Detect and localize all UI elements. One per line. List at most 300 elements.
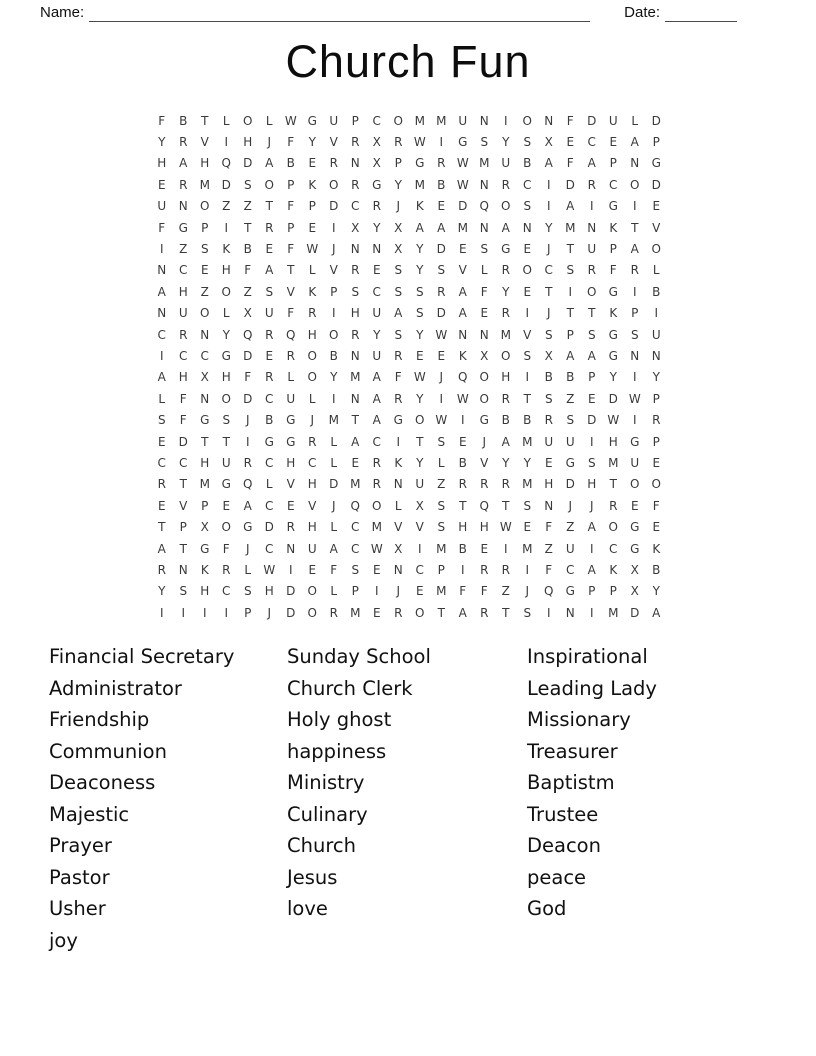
grid-letter: I: [439, 135, 444, 150]
grid-letter: L: [437, 455, 445, 470]
grid-letter: Z: [243, 284, 252, 299]
grid-letter: R: [501, 177, 510, 192]
grid-letter: N: [479, 177, 489, 192]
grid-letter: B: [523, 413, 532, 428]
grid-letter: C: [566, 562, 575, 577]
grid-letter: G: [264, 434, 274, 449]
grid-letter: U: [264, 306, 274, 321]
grid-letter: P: [244, 605, 252, 620]
grid-letter: L: [265, 477, 273, 492]
grid-letter: L: [480, 263, 488, 278]
grid-letter: I: [181, 605, 186, 620]
grid-letter: G: [630, 541, 640, 556]
grid-letter: F: [287, 199, 295, 214]
word-list-column: [527, 641, 767, 956]
grid-letter: I: [654, 306, 659, 321]
grid-letter: C: [544, 263, 553, 278]
grid-letter: A: [587, 520, 596, 535]
grid-letter: R: [437, 284, 446, 299]
grid-letter: M: [608, 605, 619, 620]
grid-letter: R: [179, 177, 188, 192]
grid-letter: Y: [158, 584, 166, 599]
grid-letter: H: [458, 520, 468, 535]
grid-letter: R: [587, 263, 596, 278]
grid-letter: Y: [652, 584, 660, 599]
grid-letter: R: [157, 477, 166, 492]
grid-letter: N: [630, 348, 640, 363]
grid-letter: W: [456, 391, 469, 406]
grid-letter: W: [628, 391, 641, 406]
grid-letter: H: [200, 156, 210, 171]
grid-letter: F: [480, 284, 488, 299]
grid-letter: R: [265, 327, 274, 342]
grid-letter: R: [394, 348, 403, 363]
grid-letter: A: [372, 413, 381, 428]
grid-letter: A: [372, 391, 381, 406]
grid-letter: O: [221, 284, 231, 299]
grid-letter: X: [394, 242, 403, 257]
grid-row: [151, 495, 667, 516]
grid-letter: A: [157, 284, 166, 299]
grid-letter: O: [415, 605, 425, 620]
grid-letter: D: [436, 242, 446, 257]
grid-letter: V: [652, 220, 661, 235]
grid-letter: Y: [652, 370, 660, 385]
word-item: happiness: [287, 739, 387, 763]
grid-letter: F: [330, 562, 338, 577]
grid-letter: F: [609, 263, 617, 278]
grid-letter: O: [415, 413, 425, 428]
grid-letter: R: [501, 263, 510, 278]
grid-letter: I: [288, 562, 293, 577]
grid-letter: R: [179, 135, 188, 150]
grid-letter: S: [480, 135, 489, 150]
grid-letter: R: [501, 306, 510, 321]
grid-letter: P: [201, 220, 209, 235]
grid-letter: L: [287, 370, 295, 385]
grid-letter: T: [588, 306, 596, 321]
grid-letter: N: [630, 156, 640, 171]
grid-letter: M: [350, 370, 361, 385]
grid-letter: R: [351, 177, 360, 192]
grid-row: [151, 110, 667, 131]
grid-letter: S: [630, 327, 639, 342]
grid-letter: D: [243, 156, 253, 171]
grid-letter: E: [157, 177, 166, 192]
word-item: Pastor: [49, 865, 110, 889]
word-item: Leading Lady: [527, 676, 657, 700]
grid-letter: G: [393, 413, 403, 428]
grid-letter: J: [245, 413, 250, 428]
grid-letter: J: [267, 605, 272, 620]
grid-letter: C: [587, 135, 596, 150]
grid-letter: M: [565, 220, 576, 235]
grid-letter: E: [652, 455, 661, 470]
grid-letter: Q: [544, 584, 554, 599]
grid-letter: E: [437, 199, 446, 214]
word-search-grid: [151, 110, 667, 623]
grid-letter: S: [587, 327, 596, 342]
grid-letter: B: [458, 455, 467, 470]
grid-letter: W: [370, 541, 383, 556]
grid-letter: V: [458, 263, 467, 278]
grid-letter: A: [157, 370, 166, 385]
grid-letter: E: [523, 242, 532, 257]
grid-letter: E: [458, 434, 467, 449]
grid-letter: E: [308, 562, 317, 577]
grid-letter: S: [200, 242, 209, 257]
grid-letter: W: [435, 413, 448, 428]
word-item: God: [527, 897, 567, 920]
grid-letter: O: [479, 370, 489, 385]
grid-letter: O: [522, 263, 532, 278]
grid-letter: Y: [609, 370, 617, 385]
grid-letter: I: [546, 605, 551, 620]
grid-letter: S: [523, 605, 532, 620]
grid-letter: R: [544, 413, 553, 428]
grid-letter: X: [200, 520, 209, 535]
grid-letter: E: [222, 498, 231, 513]
grid-letter: N: [458, 327, 468, 342]
grid-letter: I: [439, 391, 444, 406]
grid-letter: P: [437, 562, 445, 577]
grid-letter: H: [479, 520, 489, 535]
grid-letter: E: [523, 284, 532, 299]
grid-row: [151, 431, 667, 452]
grid-row: [151, 260, 667, 281]
grid-letter: L: [308, 391, 316, 406]
word-item: Missionary: [527, 708, 631, 731]
grid-letter: C: [222, 584, 231, 599]
grid-letter: L: [394, 498, 402, 513]
grid-letter: C: [415, 562, 424, 577]
grid-letter: R: [630, 263, 639, 278]
grid-letter: V: [179, 498, 188, 513]
word-item: Financial Secretary: [49, 645, 235, 668]
grid-letter: E: [286, 498, 295, 513]
grid-letter: T: [566, 306, 574, 321]
grid-letter: M: [457, 220, 468, 235]
grid-letter: S: [394, 284, 403, 299]
grid-letter: P: [394, 156, 402, 171]
grid-letter: I: [632, 370, 637, 385]
grid-letter: E: [609, 135, 618, 150]
grid-letter: H: [350, 306, 360, 321]
grid-letter: A: [587, 562, 596, 577]
grid-letter: C: [265, 541, 274, 556]
grid-letter: I: [396, 434, 401, 449]
grid-letter: F: [287, 135, 295, 150]
grid-letter: S: [394, 263, 403, 278]
grid-letter: E: [372, 562, 381, 577]
grid-letter: Z: [437, 477, 446, 492]
grid-letter: G: [286, 434, 296, 449]
grid-letter: Y: [416, 263, 424, 278]
grid-letter: Q: [286, 327, 296, 342]
grid-letter: N: [157, 263, 167, 278]
grid-letter: R: [480, 562, 489, 577]
grid-letter: Y: [373, 220, 381, 235]
grid-letter: P: [609, 584, 617, 599]
grid-letter: G: [608, 348, 618, 363]
grid-letter: E: [308, 156, 317, 171]
grid-letter: L: [330, 455, 338, 470]
grid-letter: H: [200, 584, 210, 599]
grid-letter: I: [589, 541, 594, 556]
grid-letter: N: [178, 562, 188, 577]
word-item: Prayer: [49, 834, 112, 857]
grid-letter: R: [394, 391, 403, 406]
grid-letter: D: [565, 177, 575, 192]
grid-letter: Q: [243, 327, 253, 342]
grid-letter: C: [609, 541, 618, 556]
word-item: Church: [287, 834, 357, 857]
grid-letter: A: [329, 541, 338, 556]
grid-letter: K: [652, 541, 661, 556]
grid-letter: G: [243, 520, 253, 535]
grid-letter: U: [458, 113, 468, 128]
grid-letter: O: [393, 113, 403, 128]
grid-letter: M: [199, 477, 210, 492]
grid-row: [151, 538, 667, 559]
grid-letter: R: [329, 156, 338, 171]
grid-letter: V: [286, 284, 295, 299]
grid-letter: W: [607, 413, 620, 428]
grid-letter: H: [200, 455, 210, 470]
grid-letter: T: [351, 413, 359, 428]
grid-letter: J: [568, 498, 573, 513]
grid-letter: N: [651, 348, 661, 363]
grid-letter: M: [436, 113, 447, 128]
grid-letter: C: [372, 434, 381, 449]
grid-letter: B: [179, 113, 188, 128]
grid-letter: Y: [308, 135, 316, 150]
grid-letter: I: [589, 605, 594, 620]
grid-letter: G: [565, 455, 575, 470]
grid-letter: E: [157, 498, 166, 513]
grid-letter: U: [587, 242, 597, 257]
word-item: Church Clerk: [287, 676, 413, 700]
grid-letter: H: [608, 434, 618, 449]
grid-letter: Z: [566, 520, 575, 535]
grid-letter: L: [330, 520, 338, 535]
grid-letter: T: [222, 434, 230, 449]
grid-letter: U: [157, 199, 167, 214]
grid-letter: L: [265, 113, 273, 128]
grid-letter: G: [608, 284, 618, 299]
grid-letter: U: [415, 477, 425, 492]
word-item: Inspirational: [527, 645, 648, 668]
grid-letter: X: [544, 135, 553, 150]
grid-letter: A: [566, 199, 575, 214]
grid-letter: U: [178, 306, 188, 321]
grid-letter: O: [243, 113, 253, 128]
grid-letter: E: [265, 348, 274, 363]
grid-row: [151, 559, 667, 580]
grid-letter: K: [609, 306, 618, 321]
word-item: Majestic: [49, 802, 130, 826]
grid-letter: F: [158, 113, 166, 128]
grid-letter: X: [394, 220, 403, 235]
grid-letter: R: [286, 348, 295, 363]
grid-letter: E: [652, 520, 661, 535]
name-label: Name:: [40, 4, 85, 21]
grid-letter: K: [308, 177, 317, 192]
grid-letter: E: [652, 199, 661, 214]
grid-letter: E: [587, 391, 596, 406]
grid-letter: Q: [458, 370, 468, 385]
word-item: Culinary: [287, 802, 368, 826]
grid-letter: Y: [373, 327, 381, 342]
grid-letter: C: [308, 455, 317, 470]
grid-letter: A: [458, 284, 467, 299]
grid-letter: N: [544, 498, 554, 513]
grid-letter: J: [331, 498, 336, 513]
grid-letter: A: [587, 156, 596, 171]
grid-letter: C: [157, 455, 166, 470]
grid-letter: Y: [502, 135, 510, 150]
word-item: Baptistm: [527, 771, 615, 794]
grid-letter: Z: [566, 391, 575, 406]
grid-letter: M: [479, 156, 490, 171]
word-item: Deacon: [527, 834, 601, 857]
grid-letter: B: [566, 370, 575, 385]
grid-letter: Z: [501, 584, 510, 599]
grid-letter: S: [437, 434, 446, 449]
grid-letter: K: [458, 348, 467, 363]
grid-letter: A: [437, 220, 446, 235]
grid-letter: I: [632, 413, 637, 428]
grid-letter: H: [587, 477, 597, 492]
grid-letter: J: [267, 135, 272, 150]
grid-letter: S: [587, 455, 596, 470]
grid-letter: M: [522, 434, 533, 449]
grid-letter: Y: [502, 284, 510, 299]
grid-letter: I: [460, 562, 465, 577]
grid-letter: S: [437, 263, 446, 278]
grid-letter: C: [265, 498, 274, 513]
grid-letter: L: [222, 113, 230, 128]
grid-letter: D: [221, 177, 231, 192]
grid-letter: R: [372, 199, 381, 214]
grid-letter: A: [630, 242, 639, 257]
grid-letter: N: [565, 605, 575, 620]
grid-letter: R: [652, 413, 661, 428]
grid-letter: K: [200, 562, 209, 577]
grid-letter: T: [201, 113, 209, 128]
grid-row: [151, 367, 667, 388]
grid-letter: I: [525, 370, 530, 385]
grid-letter: D: [458, 199, 468, 214]
grid-letter: Z: [179, 242, 188, 257]
grid-letter: R: [394, 135, 403, 150]
word-item: Usher: [49, 897, 106, 920]
grid-letter: N: [479, 327, 489, 342]
grid-letter: T: [566, 242, 574, 257]
grid-letter: R: [265, 220, 274, 235]
date-fill-line: [665, 6, 737, 22]
grid-letter: O: [221, 520, 231, 535]
grid-letter: L: [308, 263, 316, 278]
grid-letter: N: [479, 220, 489, 235]
grid-letter: C: [179, 455, 188, 470]
grid-letter: A: [544, 156, 553, 171]
grid-letter: F: [652, 498, 660, 513]
grid-letter: E: [351, 455, 360, 470]
grid-letter: P: [330, 284, 338, 299]
grid-letter: P: [652, 391, 660, 406]
grid-letter: T: [502, 498, 510, 513]
grid-letter: S: [544, 391, 553, 406]
grid-row: [151, 217, 667, 238]
grid-letter: U: [651, 327, 661, 342]
grid-letter: G: [221, 477, 231, 492]
grid-letter: Q: [221, 156, 231, 171]
grid-letter: P: [609, 156, 617, 171]
word-item: joy: [49, 928, 78, 952]
grid-letter: S: [394, 327, 403, 342]
grid-letter: E: [308, 220, 317, 235]
grid-letter: N: [372, 242, 382, 257]
grid-letter: R: [265, 370, 274, 385]
grid-letter: U: [372, 348, 382, 363]
grid-row: [151, 238, 667, 259]
grid-letter: H: [178, 284, 188, 299]
grid-letter: N: [393, 477, 403, 492]
grid-letter: Y: [416, 242, 424, 257]
word-item: Ministry: [287, 771, 365, 794]
grid-letter: M: [436, 584, 447, 599]
grid-letter: S: [523, 199, 532, 214]
grid-letter: O: [307, 370, 317, 385]
grid-letter: D: [329, 199, 339, 214]
grid-letter: R: [286, 520, 295, 535]
grid-letter: N: [522, 220, 532, 235]
grid-letter: D: [329, 477, 339, 492]
grid-letter: R: [351, 327, 360, 342]
grid-letter: F: [244, 263, 252, 278]
grid-letter: J: [525, 584, 530, 599]
grid-letter: M: [328, 413, 339, 428]
grid-letter: B: [458, 541, 467, 556]
grid-letter: C: [372, 113, 381, 128]
grid-letter: R: [609, 498, 618, 513]
grid-letter: I: [224, 220, 229, 235]
grid-letter: R: [501, 391, 510, 406]
grid-letter: E: [480, 306, 489, 321]
grid-letter: H: [178, 370, 188, 385]
grid-letter: H: [286, 455, 296, 470]
grid-letter: V: [329, 135, 338, 150]
grid-letter: X: [630, 584, 639, 599]
grid-letter: O: [651, 477, 661, 492]
grid-letter: N: [157, 306, 167, 321]
grid-letter: F: [545, 520, 553, 535]
grid-letter: O: [501, 348, 511, 363]
grid-letter: I: [224, 605, 229, 620]
word-item: Friendship: [49, 708, 150, 731]
grid-letter: R: [157, 562, 166, 577]
grid-letter: E: [372, 263, 381, 278]
grid-letter: C: [351, 199, 360, 214]
grid-letter: T: [609, 477, 617, 492]
grid-letter: G: [286, 413, 296, 428]
word-item: Trustee: [527, 802, 599, 826]
grid-letter: T: [201, 434, 209, 449]
grid-letter: P: [179, 520, 187, 535]
word-list-column: [287, 641, 527, 956]
grid-letter: I: [568, 284, 573, 299]
